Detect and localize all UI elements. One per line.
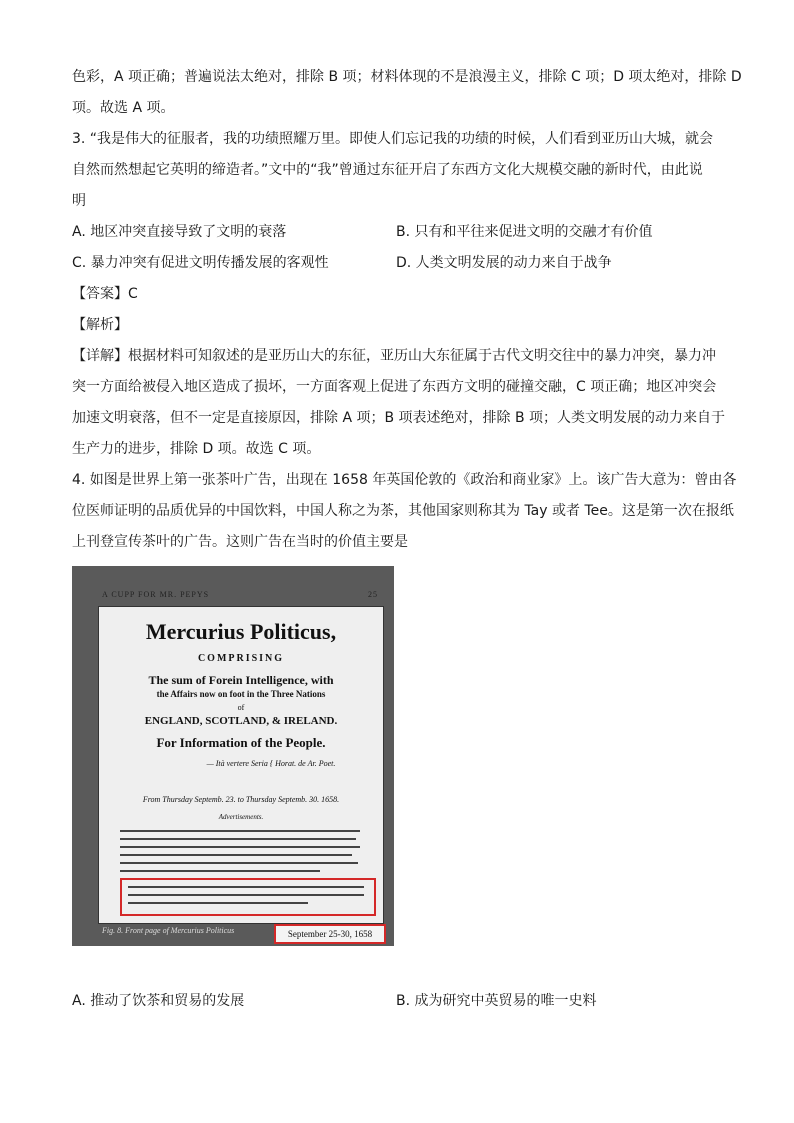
tea-text-line xyxy=(128,902,308,904)
text-line: 色彩，A 项正确；普遍说法太绝对，排除 B 项；材料体现的不是浪漫主义，排除 C 项；D 项太绝对，排除 D xyxy=(72,69,742,85)
q4-option-a: A. 推动了饮茶和贸易的发展 xyxy=(72,993,245,1009)
q3-option-d: D. 人类文明发展的动力来自于战争 xyxy=(396,255,612,271)
advert-text-line xyxy=(120,830,360,832)
advert-text-line xyxy=(120,854,352,856)
text-line: 自然而然想起它英明的缔造者。”文中的“我”曾通过东征开启了东西方文化大规模交融的新时代，由此说 xyxy=(72,162,703,178)
text-line: 项。故选 A 项。 xyxy=(72,100,175,116)
advert-text-line xyxy=(120,838,356,840)
comprising-text: COMPRISING xyxy=(197,653,285,664)
q3-option-b: B. 只有和平往来促进文明的交融才有价值 xyxy=(396,224,653,240)
analysis-label: 【解析】 xyxy=(72,317,128,333)
question-3-stem: 3. “我是伟大的征服者，我的功绩照耀万里。即使人们忘记我的功绩的时候，人们看到亚历山大城，就会 xyxy=(72,131,714,147)
tea-advert-photo xyxy=(72,566,394,946)
motto-line: — Ità vertere Seria { Horat. de Ar. Poet. xyxy=(206,759,336,768)
q4-options xyxy=(72,986,724,1017)
detail-line: 【详解】根据材料可知叙述的是亚历山大的东征，亚历山大东征属于古代文明交往中的暴力冲突，暴力冲 xyxy=(72,348,716,364)
newspaper-page xyxy=(98,606,384,924)
answer-label: 【答案】C xyxy=(72,286,138,302)
text-line: 位医师证明的品质优异的中国饮料，中国人称之为茶，其他国家则称其为 Tay 或者 Tee。这是第一次在报纸 xyxy=(72,503,734,519)
q4-options-row-1 xyxy=(72,986,724,1017)
q3-options-row-2 xyxy=(72,248,724,279)
header-text: A CUPP FOR MR. PEPYS xyxy=(102,590,210,599)
advertisements-heading: Advertisements. xyxy=(218,813,264,821)
nations-line: ENGLAND, SCOTLAND, & IRELAND. xyxy=(144,715,338,727)
subtitle-line-1: The sum of Forein Intelligence, with xyxy=(148,673,334,687)
date-highlight: September 25-30, 1658 xyxy=(274,924,386,944)
q4-option-b: B. 成为研究中英贸易的唯一史料 xyxy=(396,993,597,1009)
subtitle-line-2: the Affairs now on foot in the Three Nations xyxy=(156,689,326,699)
q3-option-a: A. 地区冲突直接导致了文明的衰落 xyxy=(72,224,287,240)
advert-text-line xyxy=(120,862,358,864)
dates-line: From Thursday Septemb. 23. to Thursday Septemb. 30. 1658. xyxy=(142,795,340,804)
newspaper-title: Mercurius Politicus, xyxy=(145,619,337,644)
q3-option-c: C. 暴力冲突有促进文明传播发展的客观性 xyxy=(72,255,329,271)
purpose-line: For Information of the People. xyxy=(156,735,326,750)
text-line: 上刊登宣传茶叶的广告。这则广告在当时的价值主要是 xyxy=(72,534,408,550)
question-text xyxy=(72,62,742,558)
q3-options-row-1 xyxy=(72,217,724,248)
photo-header xyxy=(102,590,382,599)
photo-caption: Fig. 8. Front page of Mercurius Politicus xyxy=(102,926,235,935)
text-line: 明 xyxy=(72,193,86,209)
advert-text-line xyxy=(120,846,360,848)
question-4-stem: 4. 如图是世界上第一张茶叶广告，出现在 1658 年英国伦敦的《政治和商业家》上。该广告大意为：曾由各 xyxy=(72,472,737,488)
tea-advert-highlight xyxy=(120,878,376,916)
detail-line: 突一方面给被侵入地区造成了损坏，一方面客观上促进了东西方文明的碰撞交融，C 项正确；地区冲突会 xyxy=(72,379,717,395)
detail-line: 加速文明衰落，但不一定是直接原因，排除 A 项；B 项表述绝对，排除 B 项；人类文明发展的动力来自于 xyxy=(72,410,726,426)
tea-text-line xyxy=(128,886,364,888)
advert-text-line xyxy=(120,870,320,872)
page-number: 25 xyxy=(368,590,378,599)
subtitle-of: of xyxy=(237,703,245,712)
tea-text-line xyxy=(128,894,364,896)
detail-line: 生产力的进步，排除 D 项。故选 C 项。 xyxy=(72,441,321,457)
